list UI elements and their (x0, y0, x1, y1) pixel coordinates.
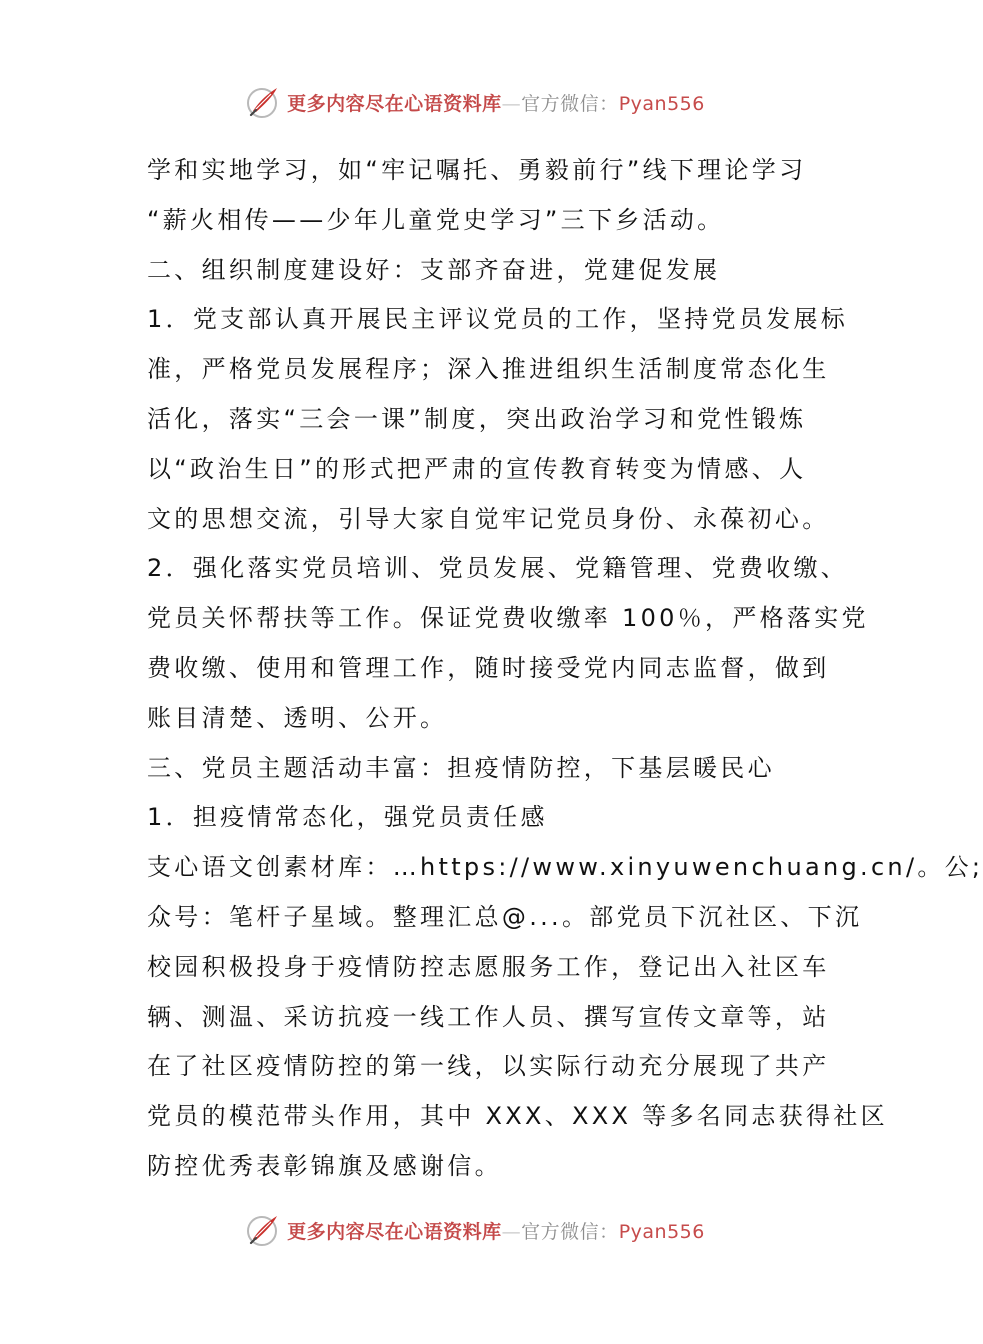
body-line: 校园积极投身于疫情防控志愿服务工作，登记出入社区车 (147, 952, 830, 981)
body-line: 党员关怀帮扶等工作。保证党费收缴率 100％，严格落实党 (147, 604, 869, 633)
footer-banner-wechat-id: Pyan556 (618, 1220, 705, 1243)
body-line: 支心语文创素材库：…https://www.xinyuwenchuang.cn/。公; (147, 853, 983, 882)
footer-banner-sub-text: 官方微信： (521, 1220, 619, 1243)
body-line: 以“政治生日”的形式把严肃的宣传教育转变为情感、人 (147, 454, 807, 483)
body-line: 费收缴、使用和管理工作，随时接受党内同志监督，做到 (147, 653, 830, 682)
body-line: 众号：笔杆子星域。整理汇总@...。部党员下沉社区、下沉 (147, 902, 863, 931)
section-heading: 三、党员主题活动丰富：担疫情防控，下基层暖民心 (147, 753, 775, 782)
footer-banner-inner (245, 1212, 705, 1248)
header-banner-main-text: 更多内容尽在心语资料库 (287, 92, 502, 115)
header-banner-text (287, 89, 705, 116)
header-banner-dash: — (501, 92, 522, 115)
quill-logo-icon (245, 84, 281, 120)
header-banner-wechat-id: Pyan556 (618, 92, 705, 115)
header-banner-inner (245, 84, 705, 120)
header-banner-sub-text: 官方微信： (521, 92, 619, 115)
body-line: 账目清楚、透明、公开。 (147, 703, 448, 732)
body-line: 学和实地学习，如“牢记嘱托、勇毅前行”线下理论学习 (147, 156, 807, 184)
body-line: “薪火相传——少年儿童党史学习”三下乡活动。 (147, 205, 725, 234)
body-line: 1．党支部认真开展民主评议党员的工作，坚持党员发展标 (147, 305, 849, 334)
body-line: 活化，落实“三会一课”制度，突出政治学习和党性锻炼 (147, 404, 807, 433)
body-line: 辆、测温、采访抗疫一线工作人员、撰写宣传文章等，站 (147, 1002, 830, 1031)
subsection-heading: 1．担疫情常态化，强党员责任感 (147, 803, 548, 832)
document-body (147, 146, 983, 1192)
section-heading: 二、组织制度建设好：支部齐奋进，党建促发展 (147, 255, 721, 284)
quill-logo-icon (245, 1212, 281, 1248)
header-banner (0, 80, 950, 124)
body-line: 党员的模范带头作用，其中 XXX、XXX 等多名同志获得社区 (147, 1102, 888, 1131)
footer-banner-text (287, 1217, 705, 1244)
footer-banner (0, 1208, 950, 1252)
body-line: 准，严格党员发展程序；深入推进组织生活制度常态化生 (147, 355, 830, 384)
footer-banner-main-text: 更多内容尽在心语资料库 (287, 1220, 502, 1243)
body-line: 在了社区疫情防控的第一线，以实际行动充分展现了共产 (147, 1052, 830, 1081)
footer-banner-dash: — (501, 1220, 522, 1243)
body-line: 2．强化落实党员培训、党员发展、党籍管理、党费收缴、 (147, 554, 849, 583)
body-line: 防控优秀表彰锦旗及感谢信。 (147, 1151, 502, 1180)
body-line: 文的思想交流，引导大家自觉牢记党员身份、永葆初心。 (147, 504, 830, 533)
